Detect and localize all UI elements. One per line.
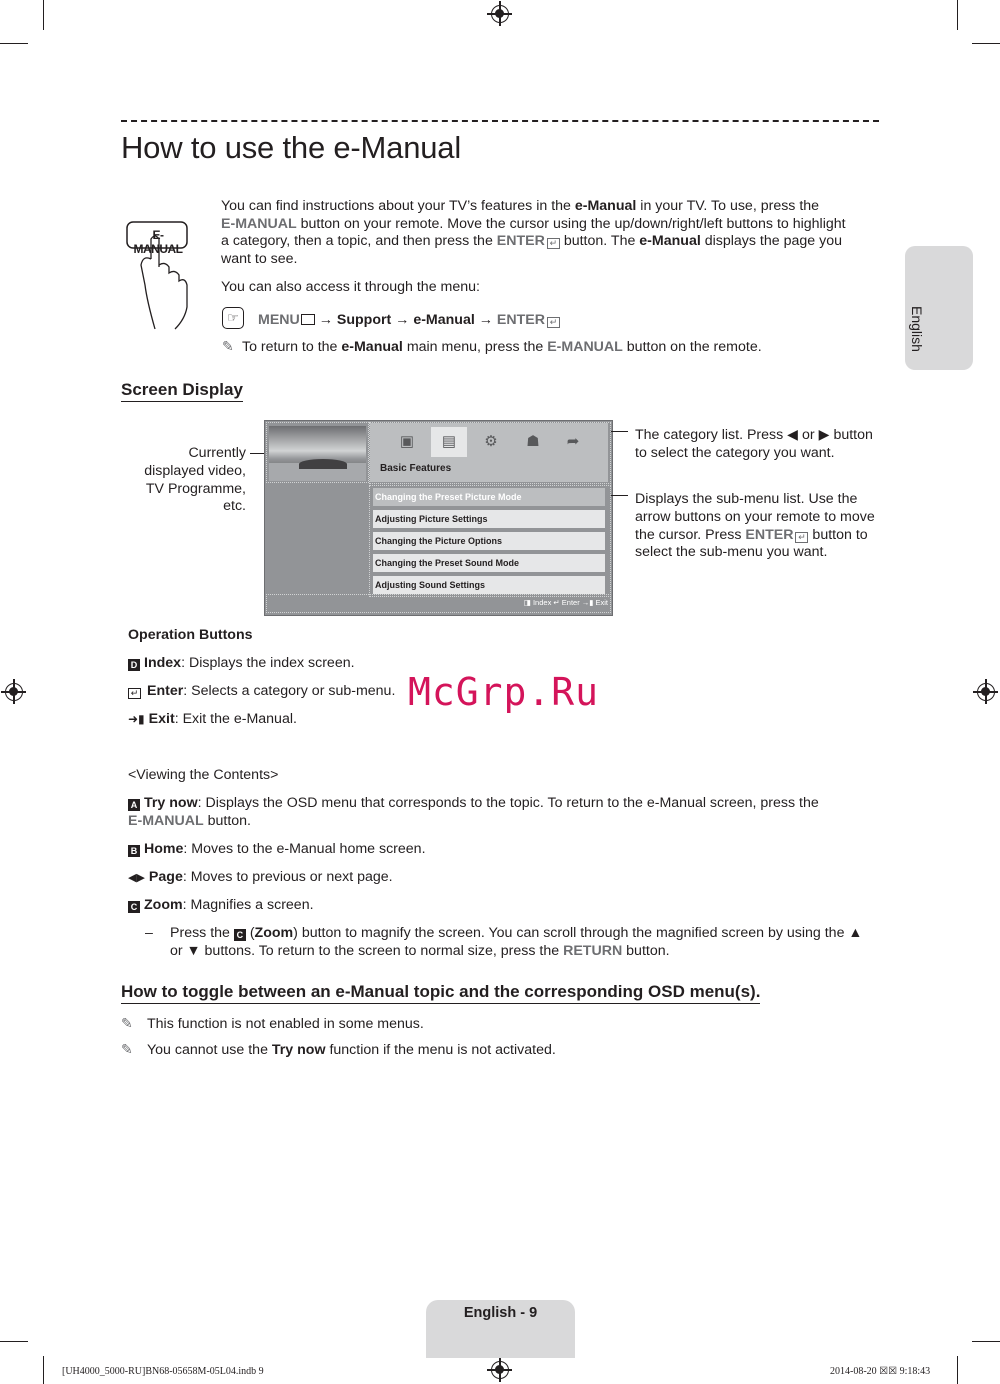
home-label: Home [144,841,184,857]
print-slug-right: 2014-08-20 ☒☒ 9:18:43 [830,1366,931,1377]
exit-icon: ➜▮ [128,712,145,726]
viewing-trynow [128,795,868,830]
pencil-note-icon: ✎ [121,1041,133,1057]
op-index-line [128,655,355,673]
intro-paragraph [221,198,871,268]
remote-menu-icon: ☞ [222,307,244,329]
intro-emanual-button-text: E-MANUAL [221,215,297,232]
note-text: button on the remote. [622,339,762,355]
crop-mark [957,1356,958,1384]
page-number-label: English - 9 [463,1305,538,1321]
zoom-note-text: button. [622,942,670,959]
zoom-note-text: ) button to magnify the screen. You can scroll through the magnified screen by using the ▲ [293,925,863,941]
picture-icon: ▣ [399,433,415,450]
language-side-tab-label: English [909,306,925,352]
operation-bar-outline [266,594,611,613]
language-side-tab [905,246,973,370]
note-emanual-bold: e-Manual [341,339,403,355]
enter-icon: ↵ [547,238,560,249]
submenu-item[interactable]: Changing the Preset Sound Mode [373,554,605,572]
home-desc: : Moves to the e-Manual home screen. [183,841,426,857]
category-outline [369,422,611,484]
menu-grid-icon [301,314,315,325]
crop-mark [43,1356,44,1384]
viewing-home [128,841,426,859]
zoom-desc: : Magnifies a screen. [182,897,314,913]
trynow-desc: : Displays the OSD menu that corresponds to the topic. To return to the e-Manual screen, press the [197,795,819,811]
submenu-outline [369,485,611,597]
op-enter-desc: : Selects a category or sub-menu. [183,683,396,699]
apps-icon: ➦ [566,433,580,450]
op-index-label: Index [144,655,182,671]
registration-mark-icon [491,5,509,23]
right-callout-category [635,427,895,463]
registration-mark-icon [5,683,23,701]
page-title: How to use the e-Manual [121,130,462,165]
pencil-note-icon: ✎ [222,338,234,354]
op-enter-label: Enter [147,683,184,699]
toggle-note-text: This function is not enabled in some menus. [147,1016,424,1032]
op-exit-label: Exit [148,711,175,727]
menu-path-support: Support [336,312,392,328]
viewing-heading: <Viewing the Contents> [128,767,279,783]
right-callout-line: to select the category you want. [635,444,835,461]
trynow-emanual-button: E-MANUAL [128,812,204,829]
watermark-text: McGrp.Ru [408,670,600,714]
toggle-note-1 [121,1015,424,1034]
callout-leader [611,431,628,432]
menu-path-arrow: → [474,312,497,328]
note-text: To return to the [242,339,342,355]
registration-mark-icon [491,1361,509,1379]
menu-path-arrow: → [391,312,414,328]
zoom-label: Zoom [144,897,183,913]
right-callout-line: arrow buttons on your remote to move [635,508,875,525]
callout-leader [611,495,628,496]
page-desc: : Moves to previous or next page. [182,869,393,885]
intro-text: in your TV. To use, press the [636,198,820,214]
note-text: main menu, press the [402,339,548,355]
support-icon: ☗ [526,433,540,450]
zoom-note-dash: – [145,925,153,941]
menu-path-enter: ENTER [496,312,545,328]
intro-text: button. The [559,233,640,250]
callout-leader [250,453,264,454]
left-callout-line: displayed video, [144,462,246,479]
right-callout-submenu [635,491,895,562]
zoom-note-return: RETURN [563,942,623,959]
c-key-icon: C [128,901,140,913]
viewing-page [128,869,393,888]
intro-text: button on your remote. Move the cursor using the up/down/right/left buttons to highlight [296,215,846,232]
toggle-note-bold: Try now [271,1042,326,1058]
op-index-desc: : Displays the index screen. [181,655,355,671]
settings-icon: ⚙ [484,433,498,450]
crop-mark [0,43,28,44]
toggle-note-2 [121,1041,556,1060]
zoom-note-bold: Zoom [254,925,294,941]
submenu-item[interactable]: Adjusting Sound Settings [373,576,605,594]
right-callout-enter: ENTER [745,526,794,543]
right-callout-line: select the sub-menu you want. [635,544,828,561]
trynow-label: Try now [144,795,198,811]
toggle-note-text: You cannot use the [147,1042,272,1058]
crop-mark [972,43,1000,44]
left-callout-line: TV Programme, [145,480,246,497]
note-emanual-button: E-MANUAL [547,339,623,355]
c-key-icon: C [234,929,246,941]
intro-menu-access: You can also access it through the menu: [221,279,480,295]
zoom-note-text: or ▼ buttons. To return to the screen to normal size, press the [170,942,564,959]
submenu-item[interactable]: Adjusting Picture Settings [373,510,605,528]
operation-bar: ◨ Index ↵ Enter →▮ Exit [523,598,608,607]
zoom-note-text: Press the [170,925,234,941]
menu-path-menu: MENU [258,312,300,328]
crop-mark [957,0,958,30]
intro-text: want to see. [221,250,298,267]
toggle-heading: How to toggle between an e-Manual topic and the corresponding OSD menu(s). [121,982,760,1004]
submenu-item[interactable]: Changing the Picture Options [373,532,605,550]
intro-emanual-bold: e-Manual [639,233,701,250]
viewing-zoom [128,897,314,915]
left-callout [120,445,246,516]
page-label: Page [148,869,183,885]
enter-icon: ↵ [795,532,808,543]
title-rule [121,120,879,122]
b-key-icon: B [128,845,140,857]
right-callout-text: the cursor. Press [635,526,746,543]
trynow-end: button. [203,812,251,829]
zoom-note [170,925,880,960]
emanual-screen-mockup [264,420,613,616]
crop-mark [0,1341,28,1342]
crop-mark [972,1341,1000,1342]
enter-icon: ↵ [547,317,560,328]
page-number-tab [426,1300,575,1358]
enter-icon: ↵ [128,688,141,699]
zoom-note-text: ( [245,925,255,941]
index-key-icon: D [128,659,140,671]
left-right-arrows-icon: ◀▶ [128,872,145,884]
registration-mark-icon [977,683,995,701]
menu-path-arrow: → [314,312,337,328]
tv-icon: ▤ [441,433,457,450]
submenu-item[interactable]: Changing the Preset Picture Mode [373,488,605,506]
left-callout-line: Currently [188,445,246,461]
pencil-note-icon: ✎ [121,1015,133,1031]
right-callout-line: The category list. Press ◀ or ▶ button [635,427,873,443]
a-key-icon: A [128,799,140,811]
intro-emanual-bold: e-Manual [574,198,637,214]
operation-buttons-heading: Operation Buttons [128,627,253,643]
op-enter-line [128,683,395,701]
menu-path-emanual: e-Manual [413,312,475,328]
intro-text: You can find instructions about your TV’s features in the [221,198,575,214]
screen-display-heading: Screen Display [121,380,243,402]
emanual-button-label: E-MANUAL [133,228,183,256]
intro-text: a category, then a topic, and then press the [221,233,497,250]
crop-mark [43,0,44,30]
right-callout-line: Displays the sub-menu list. Use the [635,491,858,507]
toggle-note-text: function if the menu is not activated. [325,1042,556,1058]
right-callout-text: button to [808,526,868,543]
op-exit-desc: : Exit the e-Manual. [174,711,297,727]
left-callout-line: etc. [223,498,246,515]
category-label[interactable]: Basic Features [380,463,452,474]
menu-path [258,312,560,330]
remote-hand-illustration [125,215,195,330]
print-slug-left: [UH4000_5000-RU]BN68-05658M-05L04.indb 9 [62,1366,264,1377]
intro-text: displays the page you [700,233,842,250]
intro-note [222,338,762,357]
intro-enter-text: ENTER [496,233,545,250]
video-thumbnail [269,426,366,481]
op-exit-line [128,711,297,729]
